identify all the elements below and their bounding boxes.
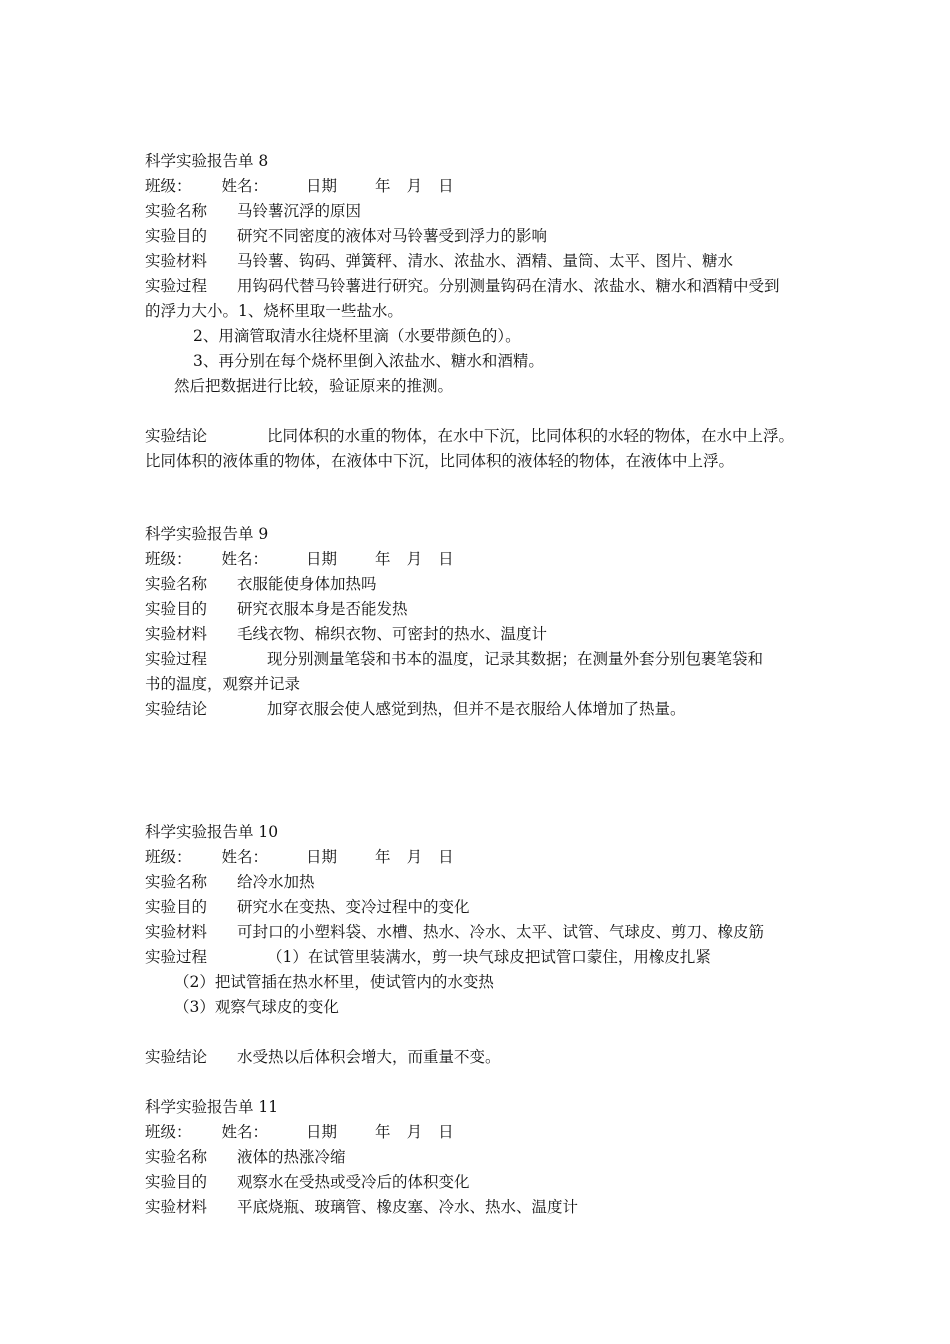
experiment-materials-line xyxy=(145,251,733,271)
year-label: 年 xyxy=(375,550,391,568)
field-value: 用钩码代替马铃薯进行研究。分别测量钩码在清水、浓盐水、糖水和酒精中受到 xyxy=(237,277,780,295)
day-label: 日 xyxy=(438,848,454,866)
report-title: 科学实验报告单 11 xyxy=(145,1098,279,1116)
field-key: 实验结论 xyxy=(145,427,208,445)
header-line xyxy=(145,847,454,867)
class-label: 班级： xyxy=(145,550,192,568)
field-key: 实验目的 xyxy=(145,227,208,245)
field-key: 实验材料 xyxy=(145,923,208,941)
month-label: 月 xyxy=(406,550,423,568)
field-key: 实验材料 xyxy=(145,1198,208,1216)
year-label: 年 xyxy=(375,848,391,866)
field-value: 马铃薯沉浮的原因 xyxy=(237,202,362,220)
experiment-name-line xyxy=(145,872,315,892)
header-line xyxy=(145,1122,454,1142)
field-key: 实验名称 xyxy=(145,202,208,220)
experiment-materials-line xyxy=(145,922,764,942)
date-label: 日期 xyxy=(306,848,338,866)
field-key: 实验目的 xyxy=(145,1173,208,1191)
month-label: 月 xyxy=(406,848,423,866)
report-title: 科学实验报告单 8 xyxy=(145,152,269,170)
report-title: 科学实验报告单 10 xyxy=(145,823,279,841)
field-key: 实验名称 xyxy=(145,873,208,891)
class-label: 班级： xyxy=(145,848,192,866)
experiment-name-line xyxy=(145,574,377,594)
day-label: 日 xyxy=(438,177,454,195)
date-label: 日期 xyxy=(306,1123,338,1141)
year-label: 年 xyxy=(375,1123,391,1141)
conclusion-text: 比同体积的液体重的物体，在液体中下沉，比同体积的液体轻的物体，在液体中上浮。 xyxy=(145,452,735,470)
field-key: 实验材料 xyxy=(145,625,208,643)
experiment-purpose-line xyxy=(145,1172,470,1192)
header-line xyxy=(145,549,454,569)
field-value: 毛线衣物、棉织衣物、可密封的热水、温度计 xyxy=(237,625,548,643)
experiment-materials-line xyxy=(145,624,547,644)
field-key: 实验名称 xyxy=(145,1148,208,1166)
experiment-process-line xyxy=(145,276,780,296)
experiment-name-line xyxy=(145,201,361,221)
class-label: 班级： xyxy=(145,177,192,195)
day-label: 日 xyxy=(438,1123,454,1141)
experiment-process-line xyxy=(145,649,763,669)
field-key: 实验名称 xyxy=(145,575,208,593)
experiment-purpose-line xyxy=(145,897,470,917)
field-key: 实验结论 xyxy=(145,1048,208,1066)
field-value: 水受热以后体积会增大，而重量不变。 xyxy=(237,1048,501,1066)
field-value: 研究水在变热、变冷过程中的变化 xyxy=(237,898,470,916)
field-value: 平底烧瓶、玻璃管、橡皮塞、冷水、热水、温度计 xyxy=(237,1198,579,1216)
field-key: 实验过程 xyxy=(145,650,208,668)
name-label: 姓名： xyxy=(221,177,269,195)
field-value: 加穿衣服会使人感觉到热，但并不是衣服给人体增加了热量。 xyxy=(267,700,686,718)
field-value: 研究不同密度的液体对马铃薯受到浮力的影响 xyxy=(237,227,548,245)
day-label: 日 xyxy=(438,550,454,568)
field-value: 衣服能使身体加热吗 xyxy=(237,575,377,593)
experiment-conclusion-line xyxy=(145,1047,501,1067)
field-key: 实验结论 xyxy=(145,700,208,718)
process-text: 的浮力大小。1、烧杯里取一些盐水。 xyxy=(145,302,403,320)
month-label: 月 xyxy=(406,1123,423,1141)
field-value: 液体的热涨冷缩 xyxy=(237,1148,346,1166)
experiment-name-line xyxy=(145,1147,346,1167)
name-label: 姓名： xyxy=(221,848,269,866)
header-line xyxy=(145,176,454,196)
name-label: 姓名： xyxy=(221,1123,269,1141)
experiment-purpose-line xyxy=(145,599,408,619)
field-value: 研究衣服本身是否能发热 xyxy=(237,600,408,618)
date-label: 日期 xyxy=(306,550,338,568)
field-value: （1）在试管里装满水，剪一块气球皮把试管口蒙住，用橡皮扎紧 xyxy=(267,948,711,966)
field-key: 实验材料 xyxy=(145,252,208,270)
name-label: 姓名： xyxy=(221,550,269,568)
experiment-process-line xyxy=(145,947,711,967)
class-label: 班级： xyxy=(145,1123,192,1141)
field-key: 实验过程 xyxy=(145,948,208,966)
process-text: 书的温度，观察并记录 xyxy=(145,675,301,693)
field-key: 实验目的 xyxy=(145,898,208,916)
experiment-conclusion-line xyxy=(145,699,686,719)
experiment-conclusion-line xyxy=(145,426,794,446)
field-value: 比同体积的水重的物体，在水中下沉，比同体积的水轻的物体，在水中上浮。 xyxy=(267,427,795,445)
process-step: （2）把试管插在热水杯里，使试管内的水变热 xyxy=(174,973,494,991)
month-label: 月 xyxy=(406,177,423,195)
field-value: 观察水在受热或受冷后的体积变化 xyxy=(237,1173,470,1191)
field-value: 可封口的小塑料袋、水槽、热水、冷水、太平、试管、气球皮、剪刀、橡皮筋 xyxy=(237,923,765,941)
year-label: 年 xyxy=(375,177,391,195)
experiment-materials-line xyxy=(145,1197,578,1217)
field-key: 实验过程 xyxy=(145,277,208,295)
process-step: 3、再分别在每个烧杯里倒入浓盐水、糖水和酒精。 xyxy=(193,352,544,370)
field-key: 实验目的 xyxy=(145,600,208,618)
process-text: 然后把数据进行比较，验证原来的推测。 xyxy=(174,377,454,395)
experiment-purpose-line xyxy=(145,226,547,246)
field-value: 马铃薯、钩码、弹簧秤、清水、浓盐水、酒精、量筒、太平、图片、糖水 xyxy=(237,252,734,270)
date-label: 日期 xyxy=(306,177,338,195)
process-step: 2、用滴管取清水往烧杯里滴（水要带颜色的）。 xyxy=(193,327,521,345)
field-value: 现分别测量笔袋和书本的温度，记录其数据；在测量外套分别包裹笔袋和 xyxy=(267,650,764,668)
report-title: 科学实验报告单 9 xyxy=(145,525,269,543)
process-step: （3）观察气球皮的变化 xyxy=(174,998,339,1016)
field-value: 给冷水加热 xyxy=(237,873,315,891)
